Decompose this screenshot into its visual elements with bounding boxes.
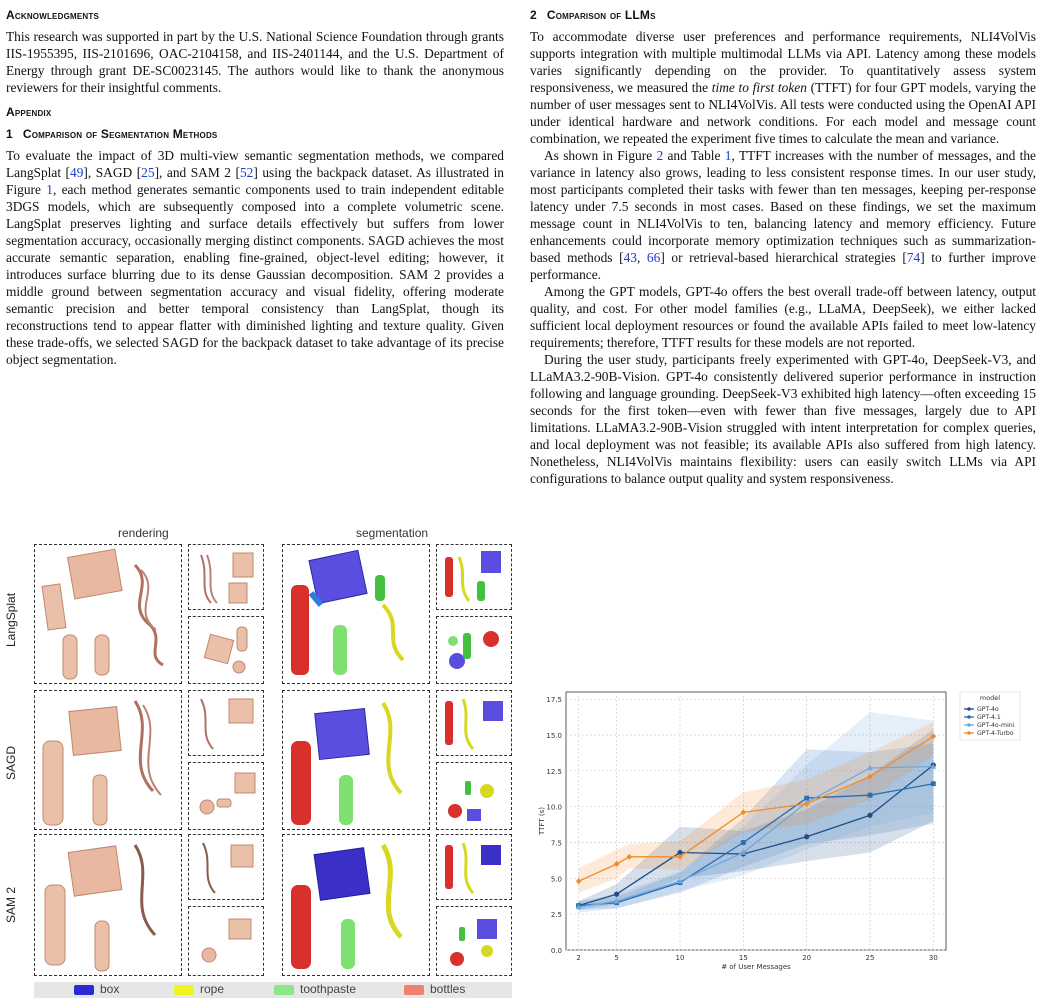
segmentation-image [283,545,430,684]
x-tick-label: 25 [865,954,875,962]
text-run: and Table [663,148,725,163]
data-point [867,813,872,818]
legend-label: GPT-4o-mini [977,722,1015,730]
right-column [530,0,1036,487]
x-tick-label: 10 [675,954,685,962]
render-image [189,691,264,756]
seg-sam2-top [436,834,512,900]
section2-paragraph-1 [530,28,1036,147]
ttft-chart-svg [530,680,1035,985]
section2-heading [530,8,1036,22]
legend-label: GPT-4o [977,706,999,714]
citation-link[interactable]: 25 [141,165,155,180]
render-image [189,835,264,900]
render-sagd-main [34,690,182,830]
row-label-langsplat: LangSplat [4,592,18,648]
seg-langsplat-top [436,544,512,610]
legend-item-bottles [404,982,465,996]
section2-paragraph-3: Among the GPT models, GPT-4o offers the best overall trade-off between latency, output quality, and cost. For other model families (e.g., LLaMA, DeepSeek), we either lacked sufficient local deployment resources or found the available APIs failed to meet low-latency requirements; therefore, TTFT results for these models are not reported. [530,284,1036,350]
row-label-sagd: SAGD [4,746,18,781]
y-tick-label: 12.5 [546,767,562,776]
render-langsplat-top [188,544,264,610]
y-tick-label: 2.5 [550,911,562,920]
appendix-heading: Appendix [6,105,52,119]
seg-sagd-top [436,690,512,756]
section1-paragraph [6,147,504,368]
segmentation-image [437,763,512,830]
render-langsplat-main [34,544,182,684]
segmentation-image [437,617,512,684]
segmentation-image [283,835,430,976]
figure-1 [4,520,506,996]
seg-sam2-main [282,834,430,976]
y-tick-label: 15.0 [546,732,562,740]
rendering-column-header: rendering [118,526,169,540]
left-column [6,0,504,368]
section1-title: Comparison of Segmentation Methods [22,127,218,141]
seg-langsplat-bottom [436,616,512,684]
citation-link[interactable]: 49 [70,165,84,180]
text-run: ], and SAM 2 [ [154,165,240,180]
section1-number: 1 [6,127,13,141]
render-sagd-bottom [188,762,264,830]
legend-swatch [404,985,424,995]
text-run: ] to further improve performance. [530,250,1036,282]
y-tick-label: 5.0 [550,875,562,884]
render-langsplat-bottom [188,616,264,684]
render-image [189,907,264,976]
render-image [189,763,264,830]
legend-item-toothpaste [274,982,356,996]
data-point [868,793,873,798]
render-image [189,545,264,610]
section2-number: 2 [530,8,537,22]
segmentation-legend [34,982,512,998]
figure-link[interactable]: 1 [46,182,53,197]
y-tick-label: 7.5 [550,839,562,848]
seg-sagd-main [282,690,430,830]
legend-label: GPT-4-Turbo [977,730,1014,738]
segmentation-image [437,545,512,610]
x-axis-label: # of User Messages [721,963,791,971]
text-run: To accommodate diverse user preferences and performance requirements, NLI4VolVis supports integration with multiple multimodal LLMs via API. Latency among these models varies significantly depending on the provider. To quantitatively assess system responsiveness, we measured the [530,29,1036,95]
seg-sagd-bottom [436,762,512,830]
render-image [189,617,264,684]
render-sam2-bottom [188,906,264,976]
legend-label: rope [200,982,225,996]
legend-item-box [74,982,119,996]
seg-sam2-bottom [436,906,512,976]
legend-label: toothpaste [300,982,357,996]
legend-marker [967,731,971,735]
x-tick-label: 20 [802,954,812,962]
section2-paragraph-2: As shown in Figure 2 and Table 1, TTFT increases with the number of messages, and the variance in latency also grows, leading to less consistent response times. In our user study, most participants completed their tasks with fewer than ten messages, keeping per-response latency under 7.5 seconds in most cases. Based on these findings, we set the maximum message count in NLI4VolVis to ten, balancing latency and memory efficiency. Future enhancements could incorporate memory optimization techniques such as summarization-based methods [43, 66] or retrieval-based hierarchical strategies [74] to further improve performance. [530,148,1036,282]
ttft-chart [530,680,1035,985]
ack-paragraph: This research was supported in part by the U.S. National Science Foundation through grants IIS-1955395, IIS-2101696, OAC-2104158, and IIS-2401144, and the U.S. Department of Energy through grant DE-SC0023145. The authors would like to thank the anonymous reviewers for their insightful comments. [6,29,504,95]
chart-legend [960,692,1020,740]
x-tick-label: 5 [614,954,619,962]
citation-link[interactable]: 74 [906,250,921,265]
data-point [614,892,619,897]
render-image [35,545,182,684]
segmentation-image [283,691,430,830]
text-run: As shown in Figure [544,148,657,163]
legend-swatch [174,985,194,995]
text-run: To evaluate the impact of 3D multi-view semantic segmentation methods, we compared LangSplat [ [6,148,504,180]
emphasis-text: time to first token [711,80,807,95]
data-point [804,834,809,839]
y-tick-label: 0.0 [550,947,562,955]
row-label-sam2: SAM 2 [4,887,18,924]
segmentation-column-header: segmentation [356,526,429,540]
text-run: ] or retrieval-based hierarchical strategies [ [660,250,907,265]
text-run: ], SAGD [ [83,165,142,180]
legend-label: bottles [430,982,466,996]
render-sam2-main [34,834,182,976]
y-tick-label: 17.5 [546,696,562,705]
legend-swatch [274,985,294,995]
x-tick-label: 2 [576,954,581,962]
section2-paragraph-4: During the user study, participants freely experimented with GPT-4o, DeepSeek-V3, and LLaMA3.2-90B-Vision. GPT-4o consistently delivered superior performance in instruction following and language grounding. DeepSeek-V3 exhibited high latency—often exceeding 15 seconds for the first token—even with fewer than five messages, largely due to API limitations. LLaMA3.2-90B-Vision struggled with intent interpretation for complex queries, and local deployment was not feasible; its available APIs also suffered from high latency. Nonetheless, NLI4VolVis maintains flexibility: users can easily switch LLMs via API configurations to balance output quality and system responsiveness. [530,352,1036,486]
render-sagd-top [188,690,264,756]
section1-heading [6,127,504,141]
legend-swatch [74,985,94,995]
seg-langsplat-main [282,544,430,684]
citation-link[interactable]: 66 [646,250,661,265]
legend-item-rope [174,982,224,996]
render-sam2-top [188,834,264,900]
text-run: , each method generates semantic components used to train independent editable 3DGS models, which are subsequently composed into a complete volumetric scene. LangSplat preserves lighting and surface details effectively but suffers from lower segmentation accuracy, occasionally merging distinct components. SAGD achieves the most accurate semantic separation, enabling fine-grained, object-level editing; however, it introduces surface blurring due to its dense Gaussian decomposition. SAM 2 provides a middle ground between segmentation accuracy and visual fidelity, offering moderate semantic precision and better temporal consistency than LangSplat, though its reconstructions tend to appear flatter with diminished lighting and texture quality. Given these trade-offs, we selected SAGD for the backpack dataset to take advantage of its precise object segmentation. [6,182,504,367]
segmentation-image [437,835,512,900]
legend-title: model [979,694,1001,702]
render-image [35,835,182,976]
citation-link[interactable]: 43 [623,250,637,265]
segmentation-image [437,907,512,976]
section2-title: Comparison of LLMs [546,8,656,22]
text-run: (TTFT) for four GPT models, varying the number of user messages sent to NLI4VolVis. All tests were conducted using the OpenAI API under identical hardware and network conditions. For each model and message count combination, we repeated the experiment five times to calculate the mean and variance. [530,80,1036,146]
data-point [931,781,936,786]
y-axis-label: TTFT (s) [538,807,546,835]
citation-link[interactable]: 52 [239,165,254,180]
legend-marker [967,715,971,719]
ack-heading: Acknowledgments [6,8,99,22]
text-run: , TTFT increases with the number of messages, and the variance in latency also grows, leading to less consistent response times. In our user study, most participants completed their tasks with fewer than ten messages, keeping per-response latency under 7.5 seconds in most cases. Based on these findings, we set the maximum message count in NLI4VolVis to ten, balancing latency and memory efficiency. Future enhancements could incorporate memory optimization techniques such as summarization-based methods [ [530,148,1036,265]
data-point [741,840,746,845]
legend-marker [967,707,971,711]
text-run: ] using the backpack dataset. As illustrated in Figure [6,165,504,197]
render-image [35,691,182,830]
x-tick-label: 15 [738,954,748,962]
legend-label: GPT-4.1 [977,714,1001,722]
figure-link[interactable]: 2 [656,148,664,163]
legend-marker [967,723,971,727]
y-tick-label: 10.0 [546,803,562,812]
table-link[interactable]: 1 [724,148,732,163]
legend-label: box [100,982,120,996]
x-tick-label: 30 [928,954,938,962]
segmentation-image [437,691,512,756]
